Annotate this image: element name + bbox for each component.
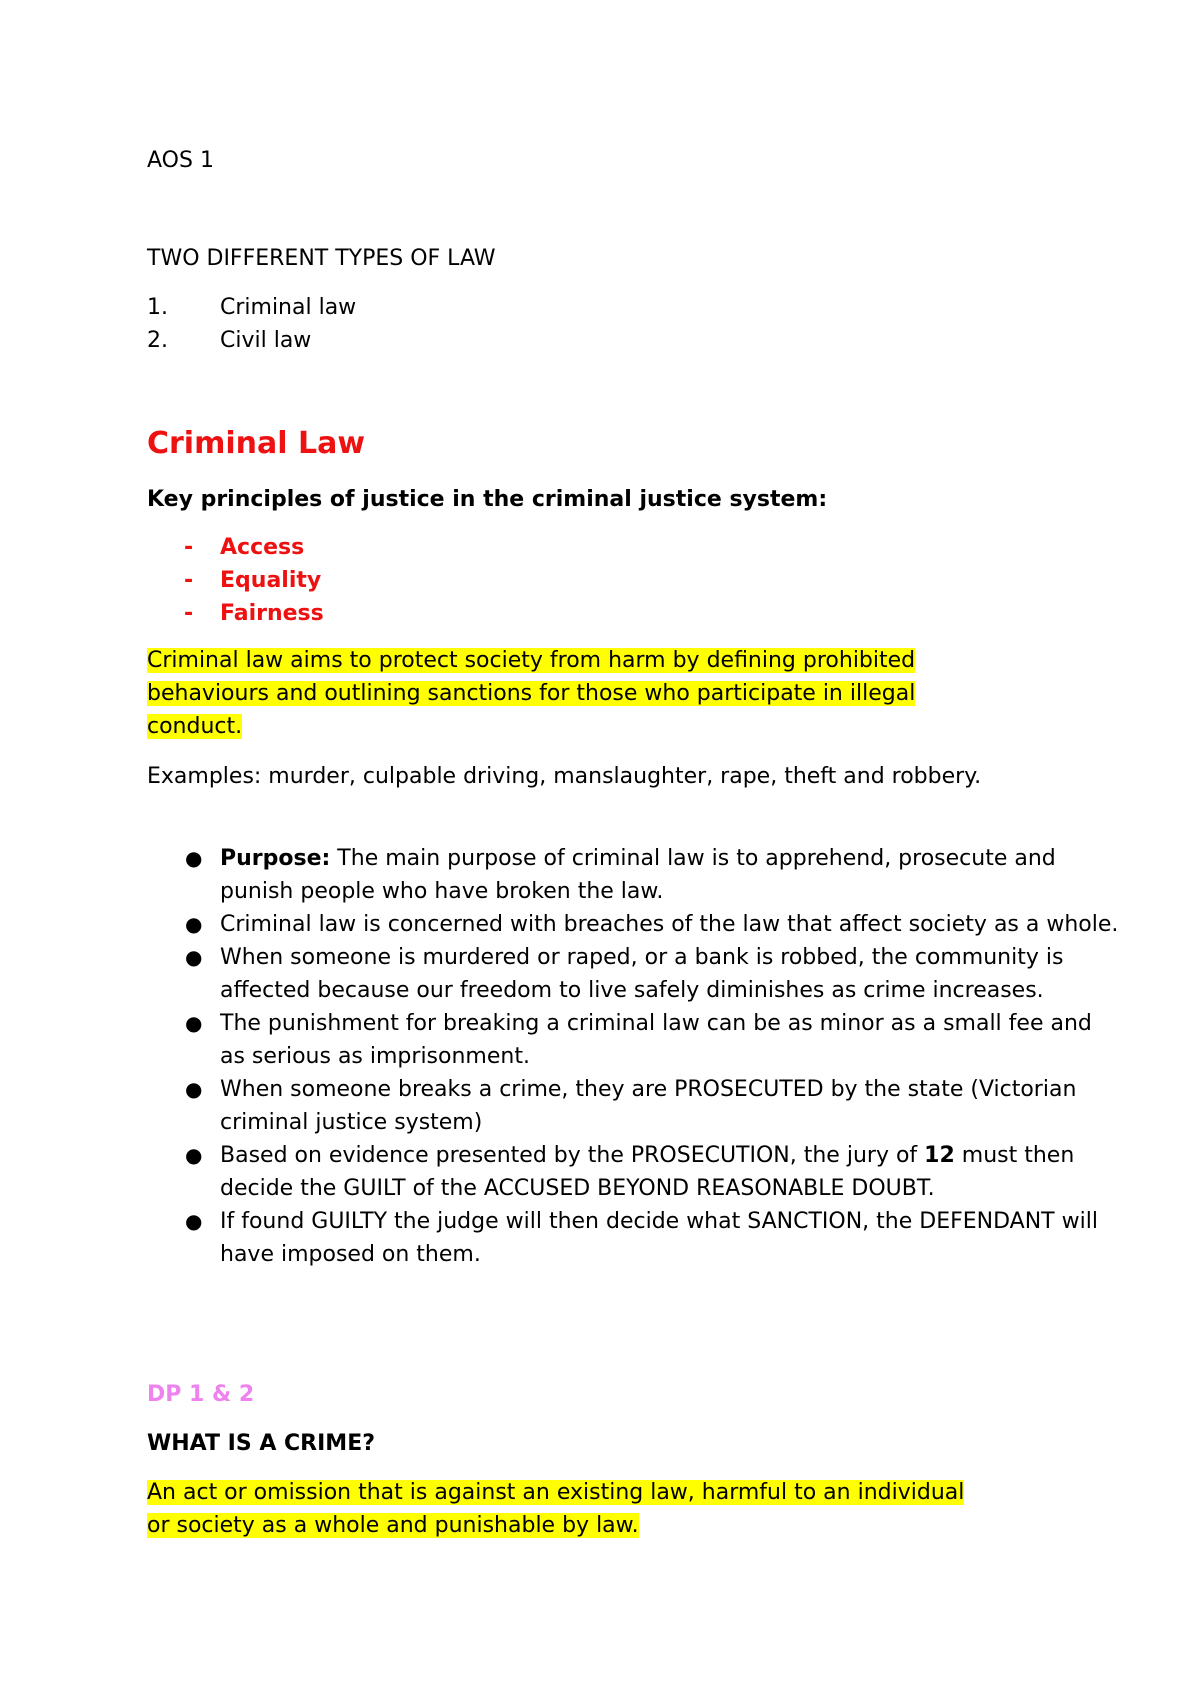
list-item bbox=[147, 324, 356, 357]
list-item bbox=[147, 531, 324, 564]
list-item bbox=[147, 1007, 1120, 1073]
crime-heading: WHAT IS A CRIME? bbox=[147, 1431, 375, 1456]
principle-label: Equality bbox=[220, 568, 322, 593]
crime-definition bbox=[147, 1476, 964, 1542]
bullet-text: Criminal law is concerned with breaches of the law that affect society as a whole. bbox=[220, 912, 1119, 937]
dash-marker: - bbox=[184, 535, 194, 560]
criminal-law-bullets bbox=[147, 842, 1120, 1271]
bullet-icon: ● bbox=[185, 1143, 203, 1167]
highlighted-line: An act or omission that is against an existing law, harmful to an individual bbox=[147, 1480, 965, 1505]
law-types-list bbox=[147, 291, 356, 357]
list-item-label: Civil law bbox=[220, 328, 312, 353]
list-item-label: Criminal law bbox=[220, 295, 357, 320]
bullet-text: If found GUILTY the judge will then decide what SANCTION, the DEFENDANT will have imposed on them. bbox=[220, 1209, 1098, 1267]
list-item bbox=[147, 1073, 1120, 1139]
dash-marker: - bbox=[184, 601, 194, 626]
bullet-icon: ● bbox=[185, 1209, 203, 1233]
list-item bbox=[147, 1139, 1120, 1205]
bullet-text: The punishment for breaking a criminal law can be as minor as a small fee and as serious as imprisonment. bbox=[220, 1011, 1092, 1069]
principle-label: Fairness bbox=[220, 601, 324, 626]
bullet-text: When someone is murdered or raped, or a bank is robbed, the community is affected because our freedom to live safely diminishes as crime increases. bbox=[220, 945, 1064, 1003]
types-heading: TWO DIFFERENT TYPES OF LAW bbox=[147, 246, 496, 271]
bullet-icon: ● bbox=[185, 1011, 203, 1035]
bullet-text: When someone breaks a crime, they are PROSECUTED by the state (Victorian criminal justice system) bbox=[220, 1077, 1077, 1135]
list-item bbox=[147, 908, 1120, 941]
highlighted-line: Criminal law aims to protect society from harm by defining prohibited bbox=[147, 648, 916, 673]
principles-heading: Key principles of justice in the criminal justice system: bbox=[147, 487, 828, 512]
bullet-icon: ● bbox=[185, 945, 203, 969]
highlighted-line: or society as a whole and punishable by law. bbox=[147, 1513, 639, 1538]
dp-label: DP 1 & 2 bbox=[147, 1382, 255, 1407]
bullet-text bbox=[220, 1139, 1120, 1205]
list-number: 1. bbox=[147, 295, 168, 320]
list-item bbox=[147, 564, 324, 597]
highlighted-line: conduct. bbox=[147, 714, 243, 739]
list-item bbox=[147, 941, 1120, 1007]
list-item bbox=[147, 597, 324, 630]
aos-label: AOS 1 bbox=[147, 148, 214, 173]
bullet-text bbox=[220, 842, 1120, 908]
bullet-icon: ● bbox=[185, 1077, 203, 1101]
bullet-icon: ● bbox=[185, 846, 203, 870]
principles-list bbox=[147, 531, 324, 630]
bullet-icon: ● bbox=[185, 912, 203, 936]
bullet-body: The main purpose of criminal law is to apprehend, prosecute and punish people who have broken the law. bbox=[220, 846, 1056, 904]
bullet-body: must then decide the GUILT of the ACCUSED BEYOND REASONABLE DOUBT. bbox=[220, 1143, 1075, 1201]
definition-paragraph bbox=[147, 644, 915, 743]
highlighted-line: behaviours and outlining sanctions for those who participate in illegal bbox=[147, 681, 916, 706]
bullet-lead: Purpose: bbox=[220, 846, 331, 871]
section-title: Criminal Law bbox=[147, 426, 366, 461]
list-item bbox=[147, 842, 1120, 908]
list-item bbox=[147, 1205, 1120, 1271]
principle-label: Access bbox=[220, 535, 305, 560]
jury-number: 12 bbox=[924, 1143, 955, 1168]
dash-marker: - bbox=[184, 568, 194, 593]
bullet-body: Based on evidence presented by the PROSECUTION, the jury of bbox=[220, 1143, 925, 1168]
list-item bbox=[147, 291, 356, 324]
list-number: 2. bbox=[147, 328, 168, 353]
examples-paragraph: Examples: murder, culpable driving, manslaughter, rape, theft and robbery. bbox=[147, 764, 982, 789]
